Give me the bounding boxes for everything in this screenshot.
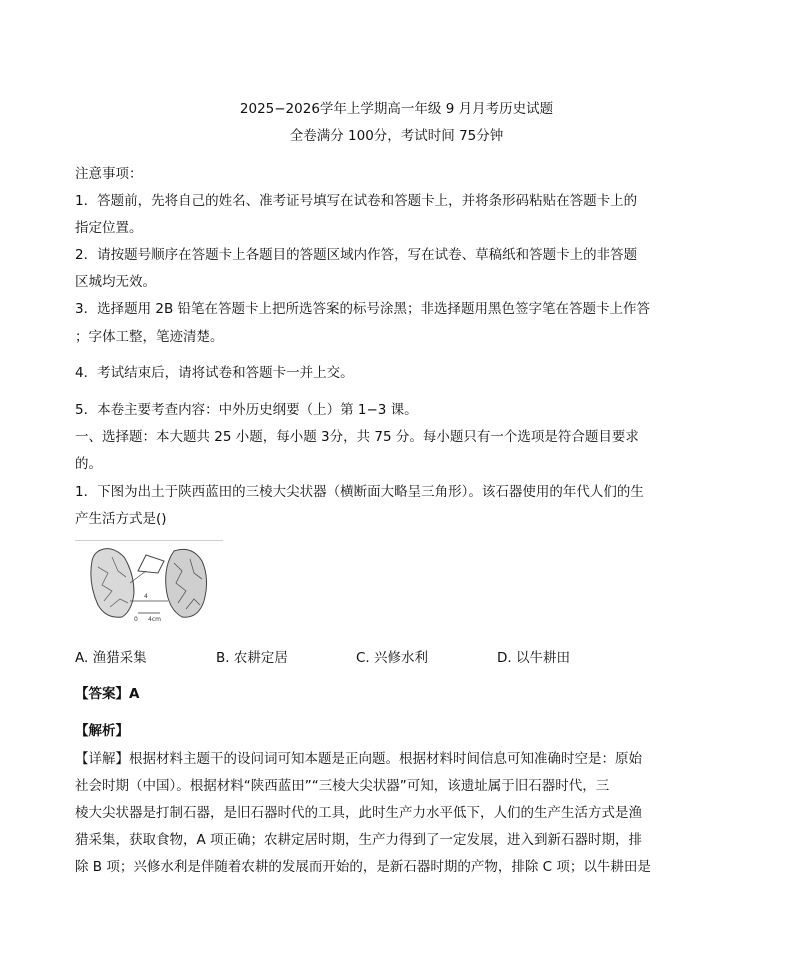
explanation-line: 猎采集，获取食物，A 项正确；农耕定居时期，生产力得到了一定发展，进入到新石器时期，排 — [75, 832, 643, 848]
section-heading-cont: 的。 — [75, 456, 102, 472]
question-stem: 1．下图为出土于陕西蓝田的三棱大尖状器（横断面大略呈三角形）。该石器使用的年代人们的生 — [75, 484, 644, 500]
figure-mark-label: 4 — [144, 593, 148, 600]
explanation-line: 除 B 项；兴修水利是伴随着农耕的发展而开始的，是新石器时期的产物，排除 C 项；以牛耕田是 — [75, 859, 651, 875]
explanation-line: 【详解】根据材料主题干的设问词可知本题是正向题。根据材料时间信息可知准确时空是：原始 — [75, 751, 642, 767]
answer-label: 【答案】A — [75, 686, 140, 702]
option-a: A. 渔猎采集 — [75, 650, 147, 666]
note-line: 1．答题前，先将自己的姓名、准考证号填写在试卷和答题卡上，并将条形码粘贴在答题卡上的 — [75, 193, 638, 209]
note-line: ；字体工整，笔迹清楚。 — [75, 329, 224, 345]
option-c: C. 兴修水利 — [356, 650, 429, 666]
analysis-label: 【解析】 — [75, 723, 129, 739]
note-line: 区城均无效。 — [75, 274, 156, 290]
scale-label-end: 4cm — [148, 616, 161, 623]
exam-title: 2025−2026学年上学期高一年级 9 月月考历史试题 — [239, 101, 554, 117]
note-line: 2．请按题号顺序在答题卡上各题目的答题区域内作答，写在试卷、草稿纸和答题卡上的非答题 — [75, 247, 638, 263]
option-b: B. 农耕定居 — [216, 650, 288, 666]
note-line: 指定位置。 — [75, 220, 143, 236]
scale-label-start: 0 — [134, 616, 138, 623]
notes-heading: 注意事项： — [75, 166, 143, 182]
note-line: 3．选择题用 2B 铅笔在答题卡上把所选答案的标号涂黑；非选择题用黑色签字笔在答题卡上作答 — [75, 301, 651, 317]
exam-subtitle: 全卷满分 100分，考试时间 75分钟 — [289, 128, 504, 144]
option-d: D. 以牛耕田 — [497, 650, 570, 666]
question-stem-cont: 产生活方式是() — [75, 511, 167, 527]
figure-divider — [75, 540, 223, 541]
section-heading: 一、选择题：本大题共 25 小题，每小题 3分，共 75 分。每小题只有一个选项是符合题目要求 — [75, 429, 639, 445]
note-line: 4．考试结束后，请将试卷和答题卡一并上交。 — [75, 365, 354, 381]
note-line: 5．本卷主要考查内容：中外历史纲要（上）第 1−3 课。 — [75, 402, 418, 418]
stone-tool-figure — [82, 543, 214, 625]
explanation-line: 社会时期（中国）。根据材料“陕西蓝田”“三棱大尖状器”可知，该遗址属于旧石器时代，三 — [75, 778, 610, 794]
explanation-line: 棱大尖状器是打制石器，是旧石器时代的工具，此时生产力水平低下，人们的生产生活方式是渔 — [75, 805, 642, 821]
